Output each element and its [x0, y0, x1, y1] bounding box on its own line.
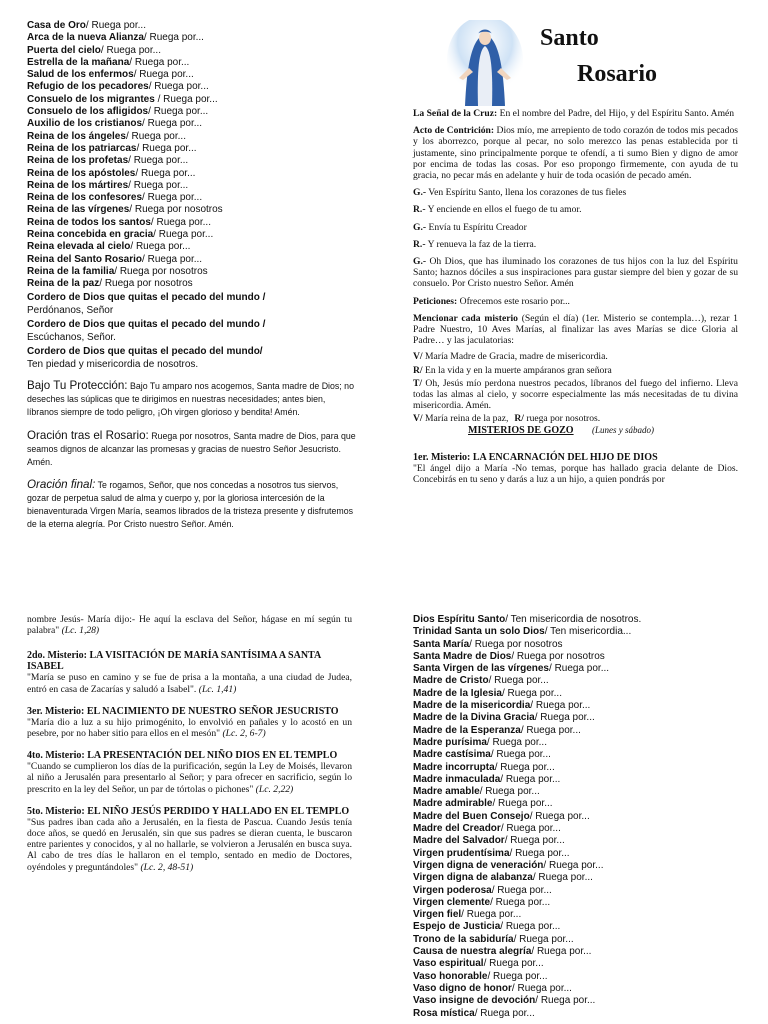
litany-top-column: [27, 20, 357, 531]
cordero-invocation: Cordero de Dios que quitas el pecado del mundo /: [27, 291, 266, 303]
peticiones-heading: Peticiones:: [413, 295, 458, 307]
versicle-marker: G.-: [413, 221, 427, 233]
litany-response: Ruega por...: [147, 118, 203, 130]
litany-item: Reina de los confesores/ Ruega por...: [27, 192, 203, 204]
litany-title: Madre de la Divina Gracia: [413, 712, 535, 724]
mystery-block: [27, 806, 352, 873]
peticiones-text: Ofrecemos este rosario por...: [459, 295, 570, 307]
litany-item: Santa Virgen de las vírgenes/ Ruega por...: [413, 663, 610, 675]
litany-item: Auxilio de los cristianos/ Ruega por...: [27, 118, 203, 130]
title-santo: Santo: [540, 25, 599, 51]
oracion-final-heading: Oración final:: [27, 477, 96, 491]
litany-response: Ruega por...: [526, 724, 581, 736]
litany-response: Ruega por...: [91, 20, 146, 31]
litany-item: Estrella de la mañana/ Ruega por...: [27, 56, 190, 68]
litany-item: Reina de los profetas/ Ruega por...: [27, 155, 189, 167]
litany-response: Ruega por...: [139, 69, 194, 81]
litany-response: Ten misericordia de nosotros.: [510, 614, 642, 625]
jaculatoria-item: [413, 413, 738, 424]
litany-response: Ruega por nosotros: [474, 638, 563, 650]
litany-response: Ruega por...: [106, 44, 161, 56]
litany-item: Dios Espíritu Santo/ Ten misericordia de nosotros.: [413, 614, 642, 625]
litany-item: Reina elevada al cielo/ Ruega por...: [27, 241, 191, 253]
litany-title: Santa María: [413, 638, 470, 650]
prayers-column: [413, 108, 738, 485]
litany-title: Reina de los profetas: [27, 155, 129, 167]
jaculatoria-item: [413, 378, 738, 412]
mystery-text: "Sus padres iban cada año a Jerusalén, en la fiesta de Pascua. Cuando Jesús tenía doce años, se quedó en Jerusalén, sin que sus padres se dieran cuenta, le buscaron entre parientes y conocidos, y al no hallarle, se volvieron a Jerusalén en busca suya. Al cabo de tres días le hallaron en el templo, sentado en medio de Doctores, oyéndoles y preguntándoles": [27, 816, 352, 873]
litany-item: Reina de las vírgenes/ Ruega por nosotros: [27, 204, 223, 216]
litany-title: Arca de la nueva Alianza: [27, 32, 144, 44]
litany-response: Ruega por...: [147, 253, 203, 265]
versicle-text: Oh Dios, que has iluminado los corazones de tus hijos con la luz del Espíritu Santo; haznos dóciles a sus inspiraciones para gustar siempre del bien y gozar de su consuelo. Por Cristo nuestro Señor. Amén: [413, 256, 738, 290]
litany-item: Vaso honorable/ Ruega por...: [413, 970, 548, 982]
senal-cruz-heading: La Señal de la Cruz:: [413, 108, 498, 119]
mysteries-column: [27, 614, 352, 884]
litany-response: Ruega por...: [140, 167, 196, 179]
versicle-item: [413, 256, 738, 290]
litany-title: Virgen clemente: [413, 896, 491, 908]
mystery-1-text: "El ángel dijo a María -No temas, porque has hallado gracia delante de Dios. Concebirás en tu seno y darás a luz a un hijo, a quien pondrás por: [413, 462, 738, 486]
litany-item: Madre inmaculada/ Ruega por...: [413, 773, 561, 785]
jaculatoria-marker: V/: [413, 351, 423, 363]
mystery-1-continued: [27, 614, 352, 636]
litany-title: Virgen digna de veneración: [413, 859, 544, 871]
litany-title: Virgen poderosa: [413, 884, 492, 896]
litany-response: Ruega por...: [131, 130, 186, 142]
litany-response: Ruega por...: [536, 946, 592, 958]
litany-item: Virgen clemente/ Ruega por...: [413, 896, 551, 908]
litany-title: Reina de la familia: [27, 265, 115, 277]
cordero-response: Perdónanos, Señor: [27, 304, 114, 316]
litany-title: Reina de los confesores: [27, 192, 143, 204]
litany-item: Reina de los patriarcas/ Ruega por...: [27, 142, 197, 154]
mencionar-text: (Según el día) (1er. Misterio se contempla…), rezar 1 Padre Nuestro, 10 Aves Marías, al finalizar las aves Marías se dice Gloria al Padre… y las jaculatorias:: [413, 312, 738, 347]
versicles-list: [413, 187, 738, 289]
litany-item: Virgen fiel/ Ruega por...: [413, 909, 522, 921]
litany-item: Arca de la nueva Alianza/ Ruega por...: [27, 32, 204, 44]
litany-response: Ruega por...: [519, 933, 574, 945]
litany-title: Reina de todos los santos: [27, 216, 151, 228]
litany-item: Madre del Buen Consejo/ Ruega por...: [413, 810, 590, 822]
mystery-heading: 5to. Misterio: EL NIÑO JESÚS PERDIDO Y HALLADO EN EL TEMPLO: [27, 805, 350, 817]
senal-cruz-text: En el nombre del Padre, del Hijo, y del Espíritu Santo. Amén: [499, 108, 735, 119]
oracion-final: [27, 478, 357, 531]
peticiones: [413, 296, 738, 307]
litany-item: Virgen poderosa/ Ruega por...: [413, 884, 552, 896]
litany-title: Trinidad Santa un solo Dios: [413, 626, 545, 638]
mystery-text-block: [27, 672, 352, 694]
litany-title: Salud de los enfermos: [27, 69, 134, 81]
litany-item: Madre de la Divina Gracia/ Ruega por...: [413, 712, 595, 724]
litany-title: Madre inmaculada: [413, 773, 501, 785]
litany-title: Auxilio de los cristianos: [27, 118, 143, 130]
litany-title: Reina de la paz: [27, 278, 100, 290]
litany-response: Ruega por nosotros: [134, 204, 223, 216]
litany-response: Ruega por...: [153, 106, 209, 118]
litany-response: Ruega por...: [142, 142, 197, 154]
litany-item: Trono de la sabiduría/ Ruega por...: [413, 933, 574, 945]
cordero-response: Ten piedad y misericordia de nosotros.: [27, 358, 199, 370]
litany-response: Ruega por...: [517, 982, 572, 994]
litany-title: Madre amable: [413, 786, 480, 798]
litany-response: Ruega por...: [510, 835, 565, 847]
litany-item: Madre purísima/ Ruega por...: [413, 736, 547, 748]
litany-item: Madre incorrupta/ Ruega por...: [413, 761, 555, 773]
litany-title: Madre del Creador: [413, 823, 501, 835]
jaculatoria-marker: V/: [413, 413, 423, 425]
litany-response: Ruega por...: [515, 847, 570, 859]
jaculatoria-marker: R/: [413, 364, 423, 376]
litany-title: Virgen fiel: [413, 909, 462, 921]
litany-response: Ruega por...: [535, 700, 591, 712]
versicle-marker: R.-: [413, 204, 426, 216]
litany-title: Madre de la Iglesia: [413, 687, 502, 699]
mystery-heading: 2do. Misterio: LA VISITACIÓN DE MARÍA SANTÍSIMA A SANTA ISABEL: [27, 650, 321, 673]
litany-response: Ruega por...: [493, 970, 548, 982]
jaculatoria-text: María Madre de Gracia, madre de misericordia.: [425, 351, 608, 363]
mystery-ref: (Lc. 1,41): [198, 683, 237, 695]
litany-item: Virgen digna de alabanza/ Ruega por...: [413, 872, 593, 884]
cordero-response: Escúchanos, Señor.: [27, 331, 116, 343]
litany-title: Virgen digna de alabanza: [413, 872, 533, 884]
litany-title: Puerta del cielo: [27, 44, 101, 56]
litany-response: Ruega por...: [134, 56, 190, 68]
oracion-tras-text: Ruega por nosotros, Santa madre de Dios, para que seamos dignos de alcanzar las promesas y gracias de nuestro Señor Jesucristo. Amén.: [27, 430, 356, 467]
litany-bottom-list: [413, 614, 743, 1020]
litany-response: Ruega por...: [538, 872, 593, 884]
litany-title: Vaso honorable: [413, 970, 488, 982]
mystery-ref: (Lc. 2, 48-51): [140, 861, 194, 873]
litany-title: Reina del Santo Rosario: [27, 253, 143, 265]
litany-response: Ruega por...: [492, 736, 547, 748]
litany-item: Rosa mística/ Ruega por...: [413, 1007, 535, 1019]
oracion-final-text: Te rogamos, Señor, que nos concedas a nosotros tus siervos, gozar de perpetua salud de alma y cuerpo y, por la gloriosa intercesión de la bienaventurada Virgen María, seamos librados de la tristeza presente y disfrutemos de la eterna alegría. Por Cristo nuestro Señor. Amén.: [27, 479, 353, 529]
versicle-item: [413, 187, 738, 198]
litany-item: Madre amable/ Ruega por...: [413, 786, 540, 798]
litany-response: Ruega por...: [480, 1007, 535, 1019]
mystery-ref: (Lc. 2,22): [255, 783, 294, 795]
litany-item: Puerta del cielo/ Ruega por...: [27, 44, 161, 56]
mystery-text-block: [27, 817, 352, 873]
litany-item: Refugio de los pecadores/ Ruega por...: [27, 81, 209, 93]
litany-response: Ruega por...: [540, 712, 595, 724]
litany-item: Madre de la Esperanza/ Ruega por...: [413, 724, 581, 736]
mystery-1-continued-text: nombre Jesús- María dijo:- He aquí la esclava del Señor, hágase en mí según tu palabra": [27, 614, 352, 637]
bajo-proteccion: [27, 379, 357, 419]
misterios-gozo-header: [413, 425, 738, 436]
litany-title: Estrella de la mañana: [27, 56, 130, 68]
litany-item: Santa María/ Ruega por nosotros: [413, 638, 563, 650]
litany-response: Ruega por...: [149, 32, 204, 44]
acto-contricion-heading: Acto de Contrición:: [413, 125, 495, 137]
litany-title: Vaso insigne de devoción: [413, 995, 536, 1007]
litany-title: Reina de los apóstoles: [27, 167, 136, 179]
jaculatoria-marker: R/: [514, 413, 524, 425]
litany-response: Ruega por...: [548, 859, 604, 871]
litany-response: Ruega por...: [506, 823, 561, 835]
litany-response: Ruega por...: [507, 687, 562, 699]
litany-response: Ruega por nosotros: [516, 650, 605, 662]
cordero-invocation: Cordero de Dios que quitas el pecado del mundo /: [27, 318, 266, 330]
mystery-1-heading: 1er. Misterio: LA ENCARNACIÓN DEL HIJO DE DIOS: [413, 451, 658, 463]
litany-item: Madre admirable/ Ruega por...: [413, 798, 553, 810]
litany-item: Madre del Creador/ Ruega por...: [413, 823, 561, 835]
litany-item: Vaso insigne de devoción/ Ruega por...: [413, 995, 596, 1007]
versicle-item: [413, 239, 738, 250]
jaculatoria-text: ruega por nosotros.: [526, 413, 601, 425]
litany-title: Consuelo de los afligidos: [27, 106, 149, 118]
mystery-text-block: [27, 717, 352, 739]
litany-item: Reina de los apóstoles/ Ruega por...: [27, 167, 196, 179]
cordero-invocation: Cordero de Dios que quitas el pecado del mundo/: [27, 345, 263, 357]
mystery-text: "María dio a luz a su hijo primogénito, lo envolvió en pañales y lo acostó en un pesebre, por no haber sitio para ellos en el mesón": [27, 716, 352, 740]
litany-response: Ruega por...: [489, 958, 544, 970]
mysteries-list: [27, 650, 352, 872]
versicle-item: [413, 222, 738, 233]
versicle-text: Y enciende en ellos el fuego de tu amor.: [427, 204, 582, 216]
litany-response: Ruega por...: [497, 884, 552, 896]
litany-item: Madre del Salvador/ Ruega por...: [413, 835, 565, 847]
litany-item: Trinidad Santa un solo Dios/ Ten misericordia...: [413, 626, 632, 638]
litany-title: Madre del Buen Consejo: [413, 810, 530, 822]
litany-item: Santa Madre de Dios/ Ruega por nosotros: [413, 650, 605, 662]
litany-title: Reina de los ángeles: [27, 130, 126, 142]
litany-item: Consuelo de los afligidos/ Ruega por...: [27, 106, 209, 118]
litany-response: Ruega por...: [133, 179, 189, 191]
litany-response: Ruega por nosotros: [119, 265, 208, 277]
litany-item: Reina concebida en gracia/ Ruega por...: [27, 229, 214, 241]
litany-response: Ruega por...: [496, 749, 551, 761]
versicle-marker: R.-: [413, 238, 426, 250]
litany-response: Ruega por...: [156, 216, 211, 228]
litany-response: Ruega por...: [495, 896, 551, 908]
litany-title: Madre del Salvador: [413, 835, 505, 847]
litany-title: Rosa mística: [413, 1007, 475, 1019]
mystery-heading: 3er. Misterio: EL NACIMIENTO DE NUESTRO SEÑOR JESUCRISTO: [27, 705, 339, 717]
jaculatoria-marker: T/: [413, 377, 423, 389]
litany-response: Ruega por...: [498, 798, 553, 810]
litany-title: Madre de la Esperanza: [413, 724, 521, 736]
litany-title: Reina concebida en gracia: [27, 229, 154, 241]
litany-item: Casa de Oro/ Ruega por...: [27, 20, 146, 31]
litany-title: Madre de Cristo: [413, 675, 489, 687]
mystery-text-block: [27, 761, 352, 795]
litany-response: Ruega por...: [163, 93, 218, 105]
litany-top-list: [27, 20, 357, 291]
jaculatoria-text: En la vida y en la muerte ampáranos gran señora: [425, 364, 612, 376]
litany-title: Reina de los patriarcas: [27, 142, 137, 154]
title-rosario: Rosario: [577, 61, 657, 87]
litany-response: Ten misericordia...: [550, 626, 632, 638]
litany-item: Salud de los enfermos/ Ruega por...: [27, 69, 194, 81]
jaculatoria-item: [413, 351, 738, 362]
misterios-gozo-days: (Lunes y sábado): [592, 424, 654, 435]
litany-title: Reina elevada al cielo: [27, 241, 131, 253]
mencionar-misterio: [413, 313, 738, 347]
litany-title: Madre de la misericordia: [413, 700, 531, 712]
litany-response: Ruega por...: [133, 155, 189, 167]
litany-title: Santa Virgen de las vírgenes: [413, 663, 549, 675]
litany-item: Vaso digno de honor/ Ruega por...: [413, 982, 572, 994]
litany-title: Refugio de los pecadores: [27, 81, 149, 93]
litany-item: Reina de los ángeles/ Ruega por...: [27, 130, 186, 142]
litany-item: Madre de Cristo/ Ruega por...: [413, 675, 549, 687]
oracion-tras-heading: Oración tras el Rosario:: [27, 428, 149, 442]
litany-title: Santa Madre de Dios: [413, 650, 512, 662]
mystery-block: [27, 750, 352, 795]
jaculatoria-text: Oh, Jesús mío perdona nuestros pecados, líbranos del fuego del infierno. Lleva todas las almas al cielo, y socorre especialmente las más necesitadas de tu divina misericordia. Amén.: [413, 377, 738, 412]
litany-title: Casa de Oro: [27, 20, 86, 31]
litany-response: Ruega por nosotros: [104, 278, 193, 290]
litany-item: Madre castísima/ Ruega por...: [413, 749, 551, 761]
litany-response: Ruega por...: [554, 663, 610, 675]
mystery-text: "Cuando se cumplieron los días de la purificación, según la Ley de Moisés, llevaron al niño a Jerusalén para presentarlo al Señor; y para ofrecer en sacrificio, según lo prescrito en la ley del Señor, un par de tórtolas o pichones": [27, 761, 352, 795]
litany-title: Madre incorrupta: [413, 761, 495, 773]
virgin-mary-image: [445, 20, 525, 108]
litany-response: Ruega por...: [494, 675, 549, 687]
jaculatoria-item: [413, 365, 738, 376]
bajo-proteccion-text: Bajo Tu amparo nos acogemos, Santa madre de Dios; no deseches las súplicas que te dirigimos en nuestras necesidades; antes bien, líbranos siempre de todo peligro, ¡Oh virgen glorioso y bendita! Amén.: [27, 380, 354, 417]
litany-title: Vaso espiritual: [413, 958, 484, 970]
litany-item: Reina de todos los santos/ Ruega por...: [27, 216, 211, 228]
litany-item: Vaso espiritual/ Ruega por...: [413, 958, 544, 970]
versicle-text: Y renueva la faz de la tierra.: [427, 238, 537, 250]
litany-title: Madre admirable: [413, 798, 493, 810]
litany-title: Reina de los mártires: [27, 179, 129, 191]
litany-item: Reina del Santo Rosario/ Ruega por...: [27, 253, 203, 265]
versicle-marker: G.-: [413, 256, 427, 268]
litany-item: Reina de la paz/ Ruega por nosotros: [27, 278, 193, 290]
jaculatoria-text: María reina de la paz,: [425, 413, 509, 425]
litany-response: Ruega por...: [535, 810, 590, 822]
litany-title: Virgen prudentísima: [413, 847, 510, 859]
oracion-tras: [27, 429, 357, 469]
litany-title: Consuelo de los migrantes: [27, 93, 158, 105]
litany-response: Ruega por...: [147, 192, 203, 204]
versicle-item: [413, 204, 738, 215]
litany-response: Ruega por...: [505, 921, 561, 933]
litany-response: Ruega por...: [158, 229, 214, 241]
mystery-heading: 4to. Misterio: LA PRESENTACIÓN DEL NIÑO DIOS EN EL TEMPLO: [27, 750, 338, 762]
litany-item: Consuelo de los migrantes / Ruega por...: [27, 93, 218, 105]
litany-item: Espejo de Justicia/ Ruega por...: [413, 921, 561, 933]
mencionar-heading: Mencionar cada misterio: [413, 312, 518, 324]
litany-title: Causa de nuestra alegría: [413, 946, 532, 958]
litany-item: Reina de los mártires/ Ruega por...: [27, 179, 189, 191]
virgin-mary-image-svg: [445, 20, 525, 108]
senal-cruz: [413, 108, 738, 119]
litany-title: Madre purísima: [413, 736, 487, 748]
litany-response: Ruega por...: [540, 995, 596, 1007]
cordero-list: [27, 291, 357, 372]
litany-response: Ruega por...: [505, 773, 561, 785]
litany-response: Ruega por...: [154, 81, 209, 93]
misterios-gozo-title: MISTERIOS DE GOZO: [468, 424, 574, 436]
litany-response: Ruega por...: [485, 786, 540, 798]
jaculatorias-list: [413, 351, 738, 424]
versicle-text: Envía tu Espíritu Creador: [428, 221, 527, 233]
litany-title: Reina de las vírgenes: [27, 204, 130, 216]
litany-title: Trono de la sabiduría: [413, 933, 514, 945]
mystery-1-ref: (Lc. 1,28): [61, 625, 100, 637]
litany-response: Ruega por...: [466, 909, 522, 921]
litany-item: Causa de nuestra alegría/ Ruega por...: [413, 946, 592, 958]
litany-item: Virgen prudentísima/ Ruega por...: [413, 847, 570, 859]
mystery-block: [27, 706, 352, 739]
litany-response: Ruega por...: [135, 241, 191, 253]
litany-item: Virgen digna de veneración/ Ruega por...: [413, 859, 604, 871]
litany-bottom-column: [413, 614, 743, 1020]
acto-contricion-text: Dios mío, me arrepiento de todo corazón de todos mis pecados y los aborrezco, porque al pecar, no solo merezco las penas establecida por ti justamente, sino principalmente porque te ofendí, a ti sumo Bien y digno de amor por encima de todas las cosas. Por eso propongo firmemente, con ayuda de tu gracia, no pecar más en adelante y huir de toda ocasión de pecado amén.: [413, 125, 738, 182]
bajo-proteccion-heading: Bajo Tu Protección:: [27, 378, 128, 392]
mystery-ref: (Lc. 2, 6-7): [222, 728, 266, 740]
versicle-marker: G.-: [413, 187, 427, 199]
litany-title: Dios Espíritu Santo: [413, 614, 506, 625]
litany-title: Vaso digno de honor: [413, 982, 512, 994]
mystery-text: "María se puso en camino y se fue de prisa a la montaña, a una ciudad de Judea, entró en casa de Zacarías y saludó a Isabel".: [27, 672, 352, 695]
litany-item: Reina de la familia/ Ruega por nosotros: [27, 265, 208, 277]
litany-item: Madre de la misericordia/ Ruega por...: [413, 700, 591, 712]
acto-contricion: [413, 125, 738, 181]
mystery-block: [27, 650, 352, 694]
litany-item: Madre de la Iglesia/ Ruega por...: [413, 687, 562, 699]
litany-title: Espejo de Justicia: [413, 921, 501, 933]
litany-response: Ruega por...: [500, 761, 555, 773]
versicle-text: Ven Espíritu Santo, llena los corazones de tus fieles: [428, 187, 627, 199]
litany-title: Madre castísima: [413, 749, 491, 761]
